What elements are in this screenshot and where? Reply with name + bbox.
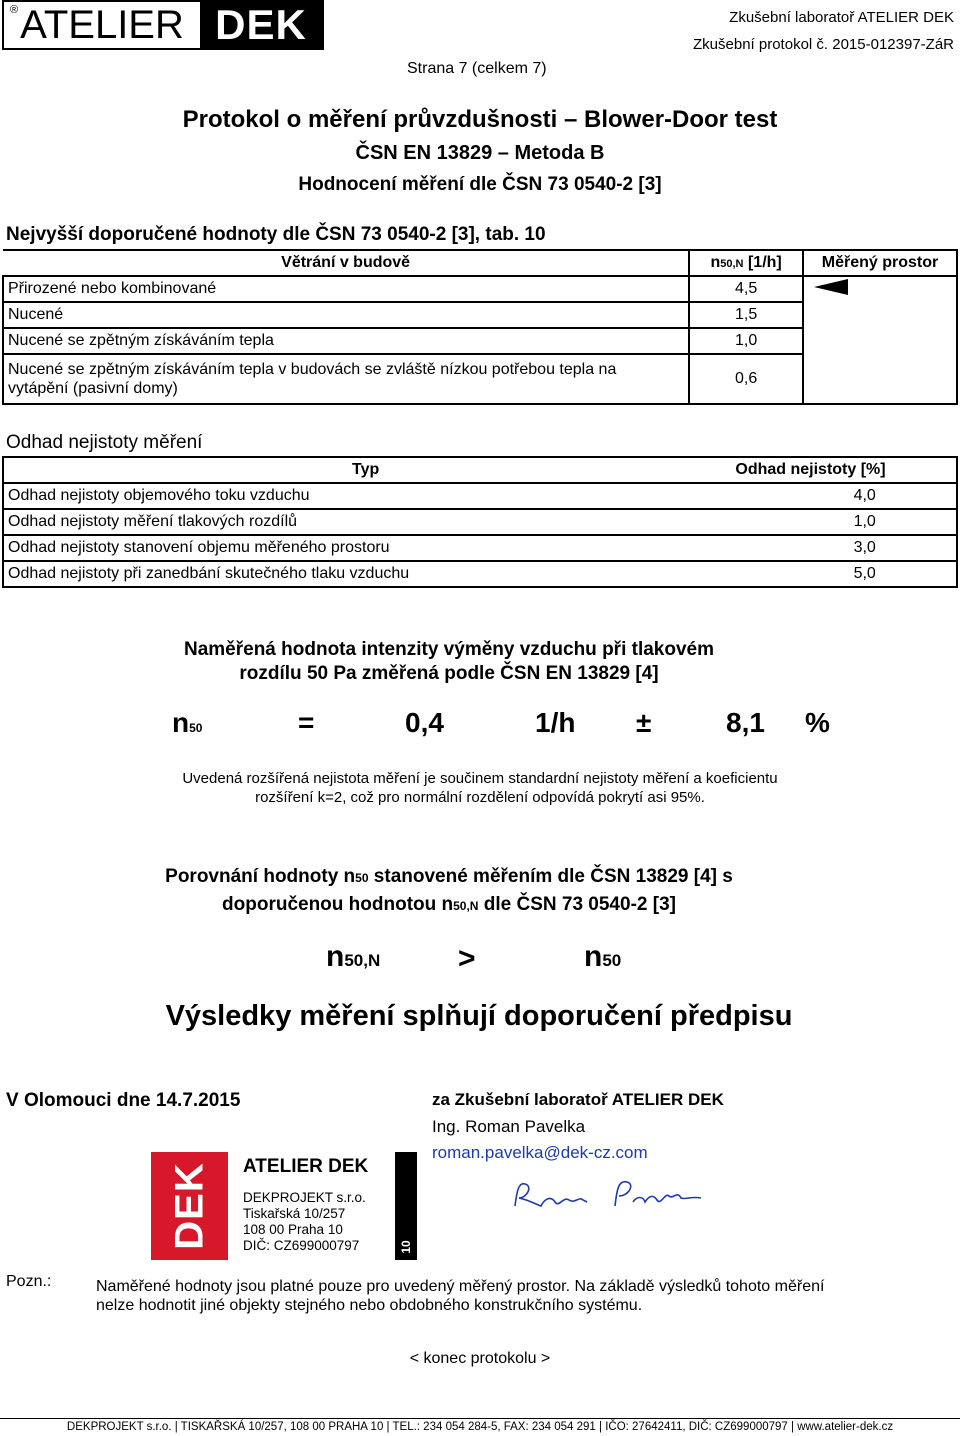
- pointer-arrow-icon: [804, 277, 954, 307]
- stamp-street: Tiskařská 10/257: [243, 1206, 346, 1221]
- col-uncertainty: Odhad nejistoty [%]: [727, 457, 957, 483]
- uncertainty-label: Odhad nejistoty při zanedbání skutečného tlaku vzduchu: [3, 561, 727, 587]
- note-text-line2: nelze hodnotit jiné objekty stejného nebo obdobného konstrukčního systému.: [96, 1297, 643, 1314]
- place-date: V Olomouci dne 14.7.2015: [6, 1090, 241, 1111]
- measured-note-line2: rozšíření k=2, což pro normální rozdělení odpovídá pokrytí asi 95%.: [255, 789, 705, 806]
- stamp-vat: DIČ: CZ699000797: [243, 1238, 360, 1253]
- measured-heading-line2: rozdílu 50 Pa změřená podle ČSN EN 13829 [4]: [239, 663, 659, 684]
- recommended-heading: Nejvyšší doporučené hodnoty dle ČSN 73 0540-2 [3], tab. 10: [6, 224, 546, 245]
- uncertainty-row: [3, 509, 957, 535]
- recommended-header-row: [3, 250, 957, 276]
- uncertainty-value: 1,0: [727, 509, 957, 535]
- page-number: Strana 7 (celkem 7): [407, 60, 547, 77]
- col-n50n: n50,N [1/h]: [689, 250, 803, 276]
- document-title: Protokol o měření průvzdušnosti – Blower-Door test: [182, 106, 778, 133]
- footer-divider: [0, 1418, 960, 1419]
- stamp-dek-text: DEK: [167, 1162, 211, 1250]
- for-lab: za Zkušební laboratoř ATELIER DEK: [432, 1090, 724, 1109]
- uncertainty-label: Odhad nejistoty měření tlakových rozdílů: [3, 509, 727, 535]
- uncertainty-heading: Odhad nejistoty měření: [6, 432, 203, 453]
- uncertainty-row: [3, 483, 957, 509]
- comparison-line1: Porovnání hodnoty n50 stanovené měřením dle ČSN 13829 [4] s: [165, 866, 733, 887]
- recommended-label: Nucené: [3, 302, 689, 328]
- logo-atelier-text: ATELIER: [20, 2, 184, 47]
- logo-atelier-part: [4, 2, 200, 48]
- comparison-right: n50: [584, 940, 622, 973]
- measured-symbol: n50: [172, 707, 203, 738]
- recommended-label: Nucené se zpětným získáváním tepla v budovách se zvláště nízkou potřebou tepla na vytápění (pasivní domy): [3, 354, 689, 404]
- measured-note-line1: Uvedená rozšířená nejistota měření je součinem standardní nejistoty měření a koeficientu: [182, 770, 778, 787]
- stamp-number: 10: [399, 1240, 413, 1254]
- comparison-left: n50,N: [326, 940, 381, 973]
- recommended-value: 0,6: [689, 354, 803, 404]
- signatory-email[interactable]: roman.pavelka@dek-cz.com: [432, 1143, 648, 1162]
- comparison-line2: doporučenou hodnotou n50,N dle ČSN 73 0540-2 [3]: [222, 894, 676, 915]
- end-of-protocol: < konec protokolu >: [409, 1350, 551, 1367]
- uncertainty-value: 5,0: [727, 561, 957, 587]
- result-statement: Výsledky měření splňují doporučení předpisu: [165, 1000, 793, 1032]
- stamp-company: DEKPROJEKT s.r.o.: [243, 1190, 366, 1205]
- recommended-label: Nucené se zpětným získáváním tepla: [3, 328, 689, 354]
- recommended-row: [3, 276, 957, 302]
- uncertainty-row: [3, 561, 957, 587]
- uncertainty-label: Odhad nejistoty stanovení objemu měřeného prostoru: [3, 535, 727, 561]
- note-label: Pozn.:: [6, 1273, 52, 1290]
- signatory-name: Ing. Roman Pavelka: [432, 1117, 586, 1136]
- uncertainty-value: 4,0: [727, 483, 957, 509]
- stamp-dek-block: [151, 1152, 228, 1260]
- document-evaluation: Hodnocení měření dle ČSN 73 0540-2 [3]: [298, 174, 662, 195]
- protocol-number: Zkušební protokol č. 2015-012397-ZáR: [693, 36, 954, 53]
- measured-space-cell: [803, 276, 957, 404]
- stamp-brand: ATELIER DEK: [243, 1156, 369, 1177]
- document-standard: ČSN EN 13829 – Metoda B: [355, 142, 605, 164]
- logo-dek-part: DEK: [200, 2, 322, 48]
- recommended-label: Přirozené nebo kombinované: [3, 276, 689, 302]
- footer-company-info: DEKPROJEKT s.r.o. | TISKAŘSKÁ 10/257, 108 00 PRAHA 10 | TEL.: 234 054 284-5, FAX: 234 054 291 | IČO: 27642411, DIČ: CZ699000797 | www.atelier-dek.cz: [66, 1421, 894, 1433]
- company-stamp: [151, 1152, 417, 1260]
- registered-mark: ®: [10, 4, 19, 16]
- handwritten-signature: [505, 1170, 715, 1220]
- measured-equals: =: [298, 707, 315, 738]
- comparison-operator: >: [458, 942, 476, 975]
- col-measured-space: Měřený prostor: [803, 250, 957, 276]
- measured-percent: %: [805, 707, 830, 738]
- recommended-table: [2, 249, 958, 405]
- uncertainty-value: 3,0: [727, 535, 957, 561]
- uncertainty-header-row: [3, 457, 957, 483]
- uncertainty-table: [2, 456, 958, 588]
- recommended-value: 1,0: [689, 328, 803, 354]
- col-type: Typ: [3, 457, 727, 483]
- col-ventilation: Větrání v budově: [3, 250, 689, 276]
- measured-unit: 1/h: [535, 707, 576, 738]
- stamp-address: [243, 1190, 366, 1254]
- measured-value: 0,4: [405, 707, 444, 738]
- lab-name: Zkušební laboratoř ATELIER DEK: [729, 9, 954, 26]
- uncertainty-row: [3, 535, 957, 561]
- atelier-dek-logo: [2, 0, 324, 50]
- measured-heading-line1: Naměřená hodnota intenzity výměny vzduchu při tlakovém: [183, 639, 714, 660]
- measured-plus-minus: ±: [636, 707, 652, 738]
- measured-uncertainty: 8,1: [726, 707, 765, 738]
- stamp-number-bar: [395, 1152, 417, 1260]
- note-text-line1: Naměřené hodnoty jsou platné pouze pro uvedený měřený prostor. Na základě výsledků tohoto měření: [96, 1278, 825, 1295]
- uncertainty-label: Odhad nejistoty objemového toku vzduchu: [3, 483, 727, 509]
- recommended-value: 1,5: [689, 302, 803, 328]
- stamp-city: 108 00 Praha 10: [243, 1222, 343, 1237]
- recommended-value: 4,5: [689, 276, 803, 302]
